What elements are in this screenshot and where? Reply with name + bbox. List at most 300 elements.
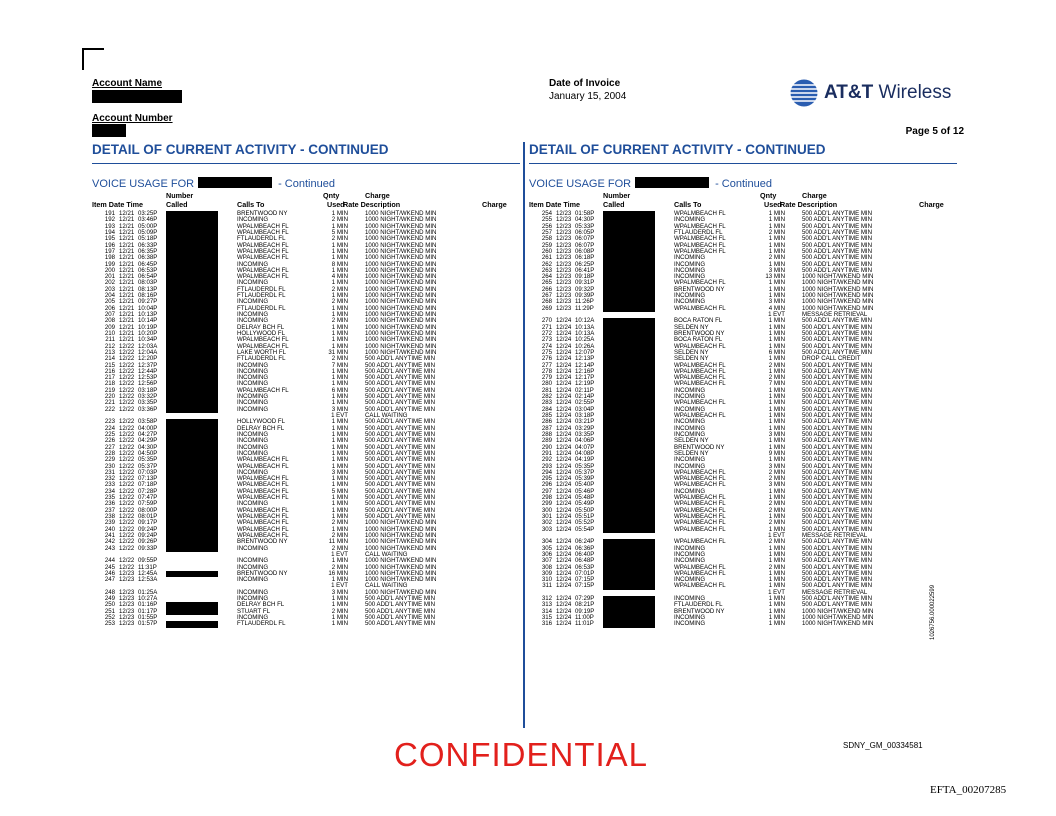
rate-description: 500 ADD'L ANYTIME MIN <box>365 462 436 470</box>
call-time: 01:25A <box>138 588 158 596</box>
call-date: 12/21 <box>119 298 135 306</box>
call-time: 10:13P <box>138 311 158 318</box>
call-date: 12/24 <box>556 424 572 432</box>
calls-to: STUART FL <box>237 607 270 615</box>
quantity-used: 1 MIN <box>331 418 348 426</box>
call-date: 12/22 <box>119 531 135 539</box>
call-time: 05:46P <box>575 487 595 495</box>
item-number: 316 <box>541 620 552 628</box>
call-time: 08:16P <box>138 292 158 300</box>
call-time: 10:20P <box>138 329 158 337</box>
quantity-used: 2 MIN <box>768 506 785 514</box>
rate-description: 1000 NIGHT/WKEND MIN <box>365 323 437 331</box>
quantity-used: 4 MIN <box>331 273 348 281</box>
calls-to: INCOMING <box>237 399 269 407</box>
rate-description: 500 ADD'L ANYTIME MIN <box>802 342 873 350</box>
calls-to: INCOMING <box>237 443 269 451</box>
item-number: 218 <box>104 380 115 388</box>
quantity-used: 1 MIN <box>331 449 348 457</box>
quantity-used: 1 MIN <box>768 393 785 401</box>
call-date: 12/24 <box>556 449 572 457</box>
item-number: 230 <box>104 462 115 470</box>
call-date: 12/22 <box>119 563 135 571</box>
rate-description: 500 ADD'L ANYTIME MIN <box>802 576 873 584</box>
quantity-used: 1 MIN <box>768 513 785 520</box>
phone-number-redaction <box>198 177 272 188</box>
item-number: 301 <box>541 513 552 520</box>
quantity-used: 1 MIN <box>768 595 785 603</box>
quantity-used: 6 MIN <box>768 348 785 356</box>
item-number: 209 <box>104 323 115 331</box>
table-header: Number Qnty Charge Item Date Time Called Calls To Used Rate Description Charge <box>92 191 507 209</box>
item-number: 270 <box>541 317 552 325</box>
quantity-used: 1 EVT <box>768 311 785 318</box>
rate-description: 500 ADD'L ANYTIME MIN <box>802 506 873 514</box>
rate-description: 500 ADD'L ANYTIME MIN <box>802 329 873 337</box>
call-date: 12/22 <box>119 557 135 565</box>
item-number: 310 <box>541 576 552 584</box>
calls-to: INCOMING <box>674 393 706 401</box>
rate-description: 500 ADD'L ANYTIME MIN <box>802 222 873 230</box>
call-date: 12/21 <box>119 241 135 249</box>
item-number: 239 <box>104 519 115 527</box>
call-date: 12/21 <box>119 336 135 344</box>
rate-description: 1000 NIGHT/WKEND MIN <box>365 563 437 571</box>
item-number: 315 <box>541 614 552 621</box>
call-time: 07:18P <box>138 481 158 489</box>
item-number: 241 <box>104 531 115 539</box>
calls-to: WPALMBEACH FL <box>237 273 289 281</box>
calls-to: WPALMBEACH FL <box>674 563 726 571</box>
rate-description: 1000 NIGHT/WKEND MIN <box>365 348 437 356</box>
call-date: 12/22 <box>119 544 135 552</box>
item-number: 213 <box>104 348 115 356</box>
call-time: 06:38P <box>138 254 158 262</box>
quantity-used: 1 MIN <box>331 620 348 628</box>
quantity-used: 5 MIN <box>331 487 348 495</box>
item-number: 245 <box>104 563 115 571</box>
call-time: 05:35P <box>138 456 158 464</box>
call-date: 12/23 <box>119 614 135 621</box>
quantity-used: 1 MIN <box>331 304 348 312</box>
rate-description: 500 ADD'L ANYTIME MIN <box>802 260 873 268</box>
rate-description: 500 ADD'L ANYTIME MIN <box>365 468 436 476</box>
item-number: 240 <box>104 525 115 533</box>
item-number: 296 <box>541 481 552 489</box>
call-time: 01:55P <box>138 614 158 621</box>
calls-to: WPALMBEACH FL <box>674 380 726 388</box>
quantity-used: 1 MIN <box>768 494 785 502</box>
calls-to: FTLAUDERDL FL <box>237 304 286 312</box>
calls-to: FTLAUDERDL FL <box>237 235 286 243</box>
call-date: 12/22 <box>119 487 135 495</box>
quantity-used: 4 MIN <box>768 304 785 312</box>
item-number: 220 <box>104 393 115 401</box>
calls-to: WPALMBEACH FL <box>674 519 726 527</box>
item-number: 195 <box>104 235 115 243</box>
calls-to: WPALMBEACH FL <box>674 342 726 350</box>
call-date: 12/22 <box>119 380 135 388</box>
item-number: 280 <box>541 380 552 388</box>
item-number: 208 <box>104 317 115 325</box>
item-number: 266 <box>541 285 552 293</box>
quantity-used: 1 MIN <box>331 481 348 489</box>
calls-to: INCOMING <box>674 298 706 306</box>
quantity-used: 1 MIN <box>768 418 785 426</box>
call-date: 12/22 <box>119 475 135 483</box>
calls-to: FTLAUDERDL FL <box>237 285 286 293</box>
call-time: 02:11P <box>575 386 594 394</box>
calls-to: WPALMBEACH FL <box>237 531 289 539</box>
quantity-used: 2 MIN <box>768 374 785 382</box>
item-number: 238 <box>104 513 115 520</box>
calls-to: WPALMBEACH FL <box>237 222 289 230</box>
call-time: 09:19P <box>575 607 595 615</box>
crop-mark <box>82 48 104 70</box>
call-date: 12/24 <box>556 336 572 344</box>
calls-to: WPALMBEACH FL <box>674 235 726 243</box>
item-number: 254 <box>541 210 552 217</box>
calls-to: INCOMING <box>674 462 706 470</box>
calls-to: INCOMING <box>237 544 269 552</box>
call-date: 12/24 <box>556 348 572 356</box>
call-date: 12/22 <box>119 538 135 546</box>
rate-description: 500 ADD'L ANYTIME MIN <box>802 437 873 445</box>
rate-description: 500 ADD'L ANYTIME MIN <box>802 374 873 382</box>
item-number: 289 <box>541 437 552 445</box>
rate-description: 500 ADD'L ANYTIME MIN <box>802 494 873 502</box>
item-number: 305 <box>541 544 552 552</box>
rate-description: 500 ADD'L ANYTIME MIN <box>365 430 436 438</box>
item-number: 255 <box>541 216 552 224</box>
rate-description: 500 ADD'L ANYTIME MIN <box>802 266 873 274</box>
call-time: 10:19P <box>138 323 158 331</box>
rate-description: 500 ADD'L ANYTIME MIN <box>802 601 873 609</box>
call-time: 12:07P <box>575 348 595 356</box>
calls-to: BRENTWOOD NY <box>674 285 725 293</box>
calls-to: INCOMING <box>237 393 269 401</box>
call-time: 06:40P <box>575 550 595 558</box>
call-date: 12/22 <box>119 513 135 520</box>
calls-to: INCOMING <box>674 386 706 394</box>
call-time: 07:28P <box>138 487 158 495</box>
quantity-used: 3 MIN <box>768 266 785 274</box>
call-time: 04:50P <box>138 449 158 457</box>
calls-to: WPALMBEACH FL <box>237 525 289 533</box>
calls-to: INCOMING <box>237 317 269 325</box>
quantity-used: 1 MIN <box>331 601 348 609</box>
calls-to: INCOMING <box>237 500 269 508</box>
item-number: 275 <box>541 348 552 356</box>
call-time: 08:01P <box>138 513 158 520</box>
calls-to: WPALMBEACH FL <box>237 247 289 255</box>
call-time: 07:15P <box>575 576 595 584</box>
item-number: 263 <box>541 266 552 274</box>
call-time: 03:32P <box>138 393 158 401</box>
rate-description: 1000 NIGHT/WKEND MIN <box>365 342 437 350</box>
item-number: 215 <box>104 361 115 369</box>
rate-description: 1000 NIGHT/WKEND MIN <box>365 273 437 281</box>
right-column <box>529 142 957 628</box>
call-date: 12/22 <box>119 456 135 464</box>
call-date: 12/24 <box>556 437 572 445</box>
account-number-redaction <box>92 124 126 137</box>
call-date: 12/22 <box>119 355 135 363</box>
calls-to: INCOMING <box>237 298 269 306</box>
rate-description: 500 ADD'L ANYTIME MIN <box>365 437 436 445</box>
phone-number-redaction <box>635 177 709 188</box>
call-time: 05:09P <box>138 228 158 236</box>
call-time: 02:55P <box>575 399 595 407</box>
account-number-label: Account Number <box>92 113 173 124</box>
calls-to: INCOMING <box>237 563 269 571</box>
quantity-used: 2 MIN <box>768 500 785 508</box>
call-date: 12/24 <box>556 418 572 426</box>
rate-description: 1000 NIGHT/WKEND MIN <box>802 620 874 628</box>
bates-number: SDNY_GM_00334581 <box>843 741 923 750</box>
calls-to: WPALMBEACH FL <box>674 412 726 419</box>
call-date: 12/23 <box>556 292 572 300</box>
quantity-used: 1 MIN <box>768 329 785 337</box>
item-number: 259 <box>541 241 552 249</box>
quantity-used: 1 MIN <box>331 475 348 483</box>
calls-to: WPALMBEACH FL <box>237 519 289 527</box>
call-date: 12/22 <box>119 519 135 527</box>
rate-description: 500 ADD'L ANYTIME MIN <box>802 462 873 470</box>
rate-description: 500 ADD'L ANYTIME MIN <box>802 563 873 571</box>
quantity-used: 1 MIN <box>768 607 785 615</box>
call-time: 11:26P <box>575 298 594 306</box>
rate-description: 500 ADD'L ANYTIME MIN <box>365 361 436 369</box>
call-date: 12/24 <box>556 607 572 615</box>
calls-to: FTLAUDERDL FL <box>237 355 286 363</box>
quantity-used: 16 MIN <box>328 569 348 577</box>
call-time: 03:35P <box>575 430 595 438</box>
call-date: 12/21 <box>119 222 135 230</box>
item-number: 272 <box>541 329 552 337</box>
calls-to: WPALMBEACH FL <box>674 241 726 249</box>
call-date: 12/22 <box>119 430 135 438</box>
rate-description: 1000 NIGHT/WKEND MIN <box>802 285 874 293</box>
calls-to: INCOMING <box>674 557 706 565</box>
call-date: 12/24 <box>556 355 572 363</box>
rate-description: MESSAGE RETRIEVAL <box>802 311 868 318</box>
quantity-used: 1 MIN <box>768 279 785 287</box>
call-date: 12/23 <box>556 279 572 287</box>
quantity-used: 5 MIN <box>331 228 348 236</box>
call-date: 12/22 <box>119 386 135 394</box>
quantity-used: 3 MIN <box>331 588 348 596</box>
call-time: 04:07P <box>575 443 595 451</box>
calls-to: BOCA RATON FL <box>674 317 723 325</box>
call-time: 12:44P <box>138 367 158 375</box>
rate-description: 500 ADD'L ANYTIME MIN <box>802 386 873 394</box>
calls-to: INCOMING <box>237 588 269 596</box>
quantity-used: 1 MIN <box>331 210 348 217</box>
rate-description: 500 ADD'L ANYTIME MIN <box>802 557 873 565</box>
rate-description: 500 ADD'L ANYTIME MIN <box>802 399 873 407</box>
calls-to: INCOMING <box>674 292 706 300</box>
call-date: 12/23 <box>556 216 572 224</box>
call-date: 12/21 <box>119 228 135 236</box>
rate-description: 1000 NIGHT/WKEND MIN <box>365 285 437 293</box>
calls-to: INCOMING <box>674 456 706 464</box>
rate-description: 500 ADD'L ANYTIME MIN <box>802 367 873 375</box>
item-number: 221 <box>104 399 115 407</box>
call-time: 03:35P <box>138 399 158 407</box>
call-time: 05:00P <box>138 222 158 230</box>
rate-description: 500 ADD'L ANYTIME MIN <box>802 424 873 432</box>
quantity-used: 1 MIN <box>331 292 348 300</box>
confidential-stamp: CONFIDENTIAL <box>394 736 649 773</box>
item-number: 278 <box>541 367 552 375</box>
item-number: 248 <box>104 588 115 596</box>
quantity-used: 1 MIN <box>331 576 348 584</box>
calls-to: INCOMING <box>674 544 706 552</box>
calls-to: WPALMBEACH FL <box>674 569 726 577</box>
quantity-used: 1 MIN <box>768 582 785 590</box>
call-date: 12/21 <box>119 323 135 331</box>
rate-description: 500 ADD'L ANYTIME MIN <box>365 513 436 520</box>
call-date: 12/24 <box>556 361 572 369</box>
call-time: 11:31P <box>138 563 157 571</box>
calls-to: FTLAUDERDL FL <box>237 292 286 300</box>
quantity-used: 2 MIN <box>331 519 348 527</box>
side-document-number: 1026756.000022599 <box>930 584 936 640</box>
item-number: 271 <box>541 323 552 331</box>
item-number: 199 <box>104 260 115 268</box>
item-number: 258 <box>541 235 552 243</box>
quantity-used: 1 MIN <box>331 279 348 287</box>
quantity-used: 1 MIN <box>768 443 785 451</box>
item-number: 283 <box>541 399 552 407</box>
item-number: 295 <box>541 475 552 483</box>
call-time: 05:37P <box>575 468 595 476</box>
item-number: 194 <box>104 228 115 236</box>
account-name-redaction <box>92 90 182 103</box>
call-date: 12/21 <box>119 235 135 243</box>
call-time: 12:53P <box>138 374 158 382</box>
call-time: 04:30P <box>575 216 595 224</box>
quantity-used: 3 MIN <box>768 481 785 489</box>
quantity-used: 31 MIN <box>328 348 348 356</box>
call-time: 09:18P <box>575 273 595 281</box>
call-time: 10:12A <box>575 317 595 325</box>
quantity-used: 2 MIN <box>768 519 785 527</box>
rate-description: 1000 NIGHT/WKEND MIN <box>365 336 437 344</box>
call-time: 07:47P <box>138 494 158 502</box>
item-number: 273 <box>541 336 552 344</box>
call-date: 12/24 <box>556 620 572 628</box>
calls-to: FTLAUDERDL FL <box>674 601 723 609</box>
rate-description: 500 ADD'L ANYTIME MIN <box>802 582 873 590</box>
call-time: 10:25A <box>575 336 595 344</box>
item-number: 192 <box>104 216 115 224</box>
call-time: 09:32P <box>575 285 595 293</box>
rate-description: 1000 NIGHT/WKEND MIN <box>365 538 437 546</box>
call-time: 06:05P <box>575 228 595 236</box>
item-number: 292 <box>541 456 552 464</box>
quantity-used: 1 MIN <box>331 367 348 375</box>
quantity-used: 1 MIN <box>331 456 348 464</box>
call-date: 12/24 <box>556 443 572 451</box>
quantity-used: 2 MIN <box>768 254 785 262</box>
call-time: 06:35P <box>138 247 158 255</box>
quantity-used: 1 MIN <box>768 456 785 464</box>
rate-description: 1000 NIGHT/WKEND MIN <box>365 329 437 337</box>
call-time: 05:52P <box>575 519 595 527</box>
quantity-used: 1 MIN <box>768 399 785 407</box>
call-time: 06:54P <box>138 273 158 281</box>
rate-description: 1000 NIGHT/WKEND MIN <box>365 525 437 533</box>
call-time: 06:48P <box>575 557 595 565</box>
quantity-used: 1 EVT <box>768 531 785 539</box>
item-number: 191 <box>104 210 115 217</box>
calls-to: INCOMING <box>674 576 706 584</box>
rate-description: 1000 NIGHT/WKEND MIN <box>365 298 437 306</box>
call-time: 12:45A <box>138 569 158 577</box>
call-date: 12/24 <box>556 595 572 603</box>
calls-to: INCOMING <box>674 595 706 603</box>
call-time: 03:36P <box>138 405 158 413</box>
call-time: 12:37P <box>138 361 158 369</box>
item-number: 288 <box>541 430 552 438</box>
rate-description: 500 ADD'L ANYTIME MIN <box>802 430 873 438</box>
call-time: 01:57P <box>138 620 158 628</box>
item-number: 233 <box>104 481 115 489</box>
call-time: 10:34P <box>138 336 158 344</box>
rate-description: 500 ADD'L ANYTIME MIN <box>802 380 873 388</box>
rate-description: 500 ADD'L ANYTIME MIN <box>802 569 873 577</box>
call-date: 12/24 <box>556 525 572 533</box>
call-time: 12:03A <box>138 342 158 350</box>
quantity-used: 1 MIN <box>331 329 348 337</box>
quantity-used: 1 MIN <box>331 380 348 388</box>
quantity-used: 1 MIN <box>768 317 785 325</box>
call-time: 03:58P <box>138 418 158 426</box>
call-time: 12:56P <box>138 380 158 388</box>
quantity-used: 1 MIN <box>331 462 348 470</box>
call-date: 12/24 <box>556 538 572 546</box>
calls-to: WPALMBEACH FL <box>237 487 289 495</box>
calls-to: INCOMING <box>237 367 269 375</box>
table-row <box>529 621 957 627</box>
call-date: 12/21 <box>119 216 135 224</box>
quantity-used: 13 MIN <box>765 273 785 281</box>
call-time: 05:50P <box>575 506 595 514</box>
rate-description: 500 ADD'L ANYTIME MIN <box>802 216 873 224</box>
rate-description: 1000 NIGHT/WKEND MIN <box>365 279 437 287</box>
rate-description: 500 ADD'L ANYTIME MIN <box>802 595 873 603</box>
item-number: 193 <box>104 222 115 230</box>
calls-to: WPALMBEACH FL <box>674 475 726 483</box>
call-time: 10:27A <box>138 595 158 603</box>
globe-icon <box>790 79 818 107</box>
quantity-used: 2 MIN <box>768 361 785 369</box>
rate-description: 500 ADD'L ANYTIME MIN <box>802 241 873 249</box>
call-time: 07:29P <box>575 595 595 603</box>
quantity-used: 1 MIN <box>331 525 348 533</box>
quantity-used: 1 MIN <box>331 557 348 565</box>
call-time: 10:13A <box>575 329 595 337</box>
item-number: 306 <box>541 550 552 558</box>
rate-description: 1000 NIGHT/WKEND MIN <box>365 292 437 300</box>
item-number: 206 <box>104 304 115 312</box>
quantity-used: 1 MIN <box>768 216 785 224</box>
item-number: 282 <box>541 393 552 401</box>
calls-to: WPALMBEACH FL <box>674 494 726 502</box>
rate-description: 1000 NIGHT/WKEND MIN <box>365 576 437 584</box>
